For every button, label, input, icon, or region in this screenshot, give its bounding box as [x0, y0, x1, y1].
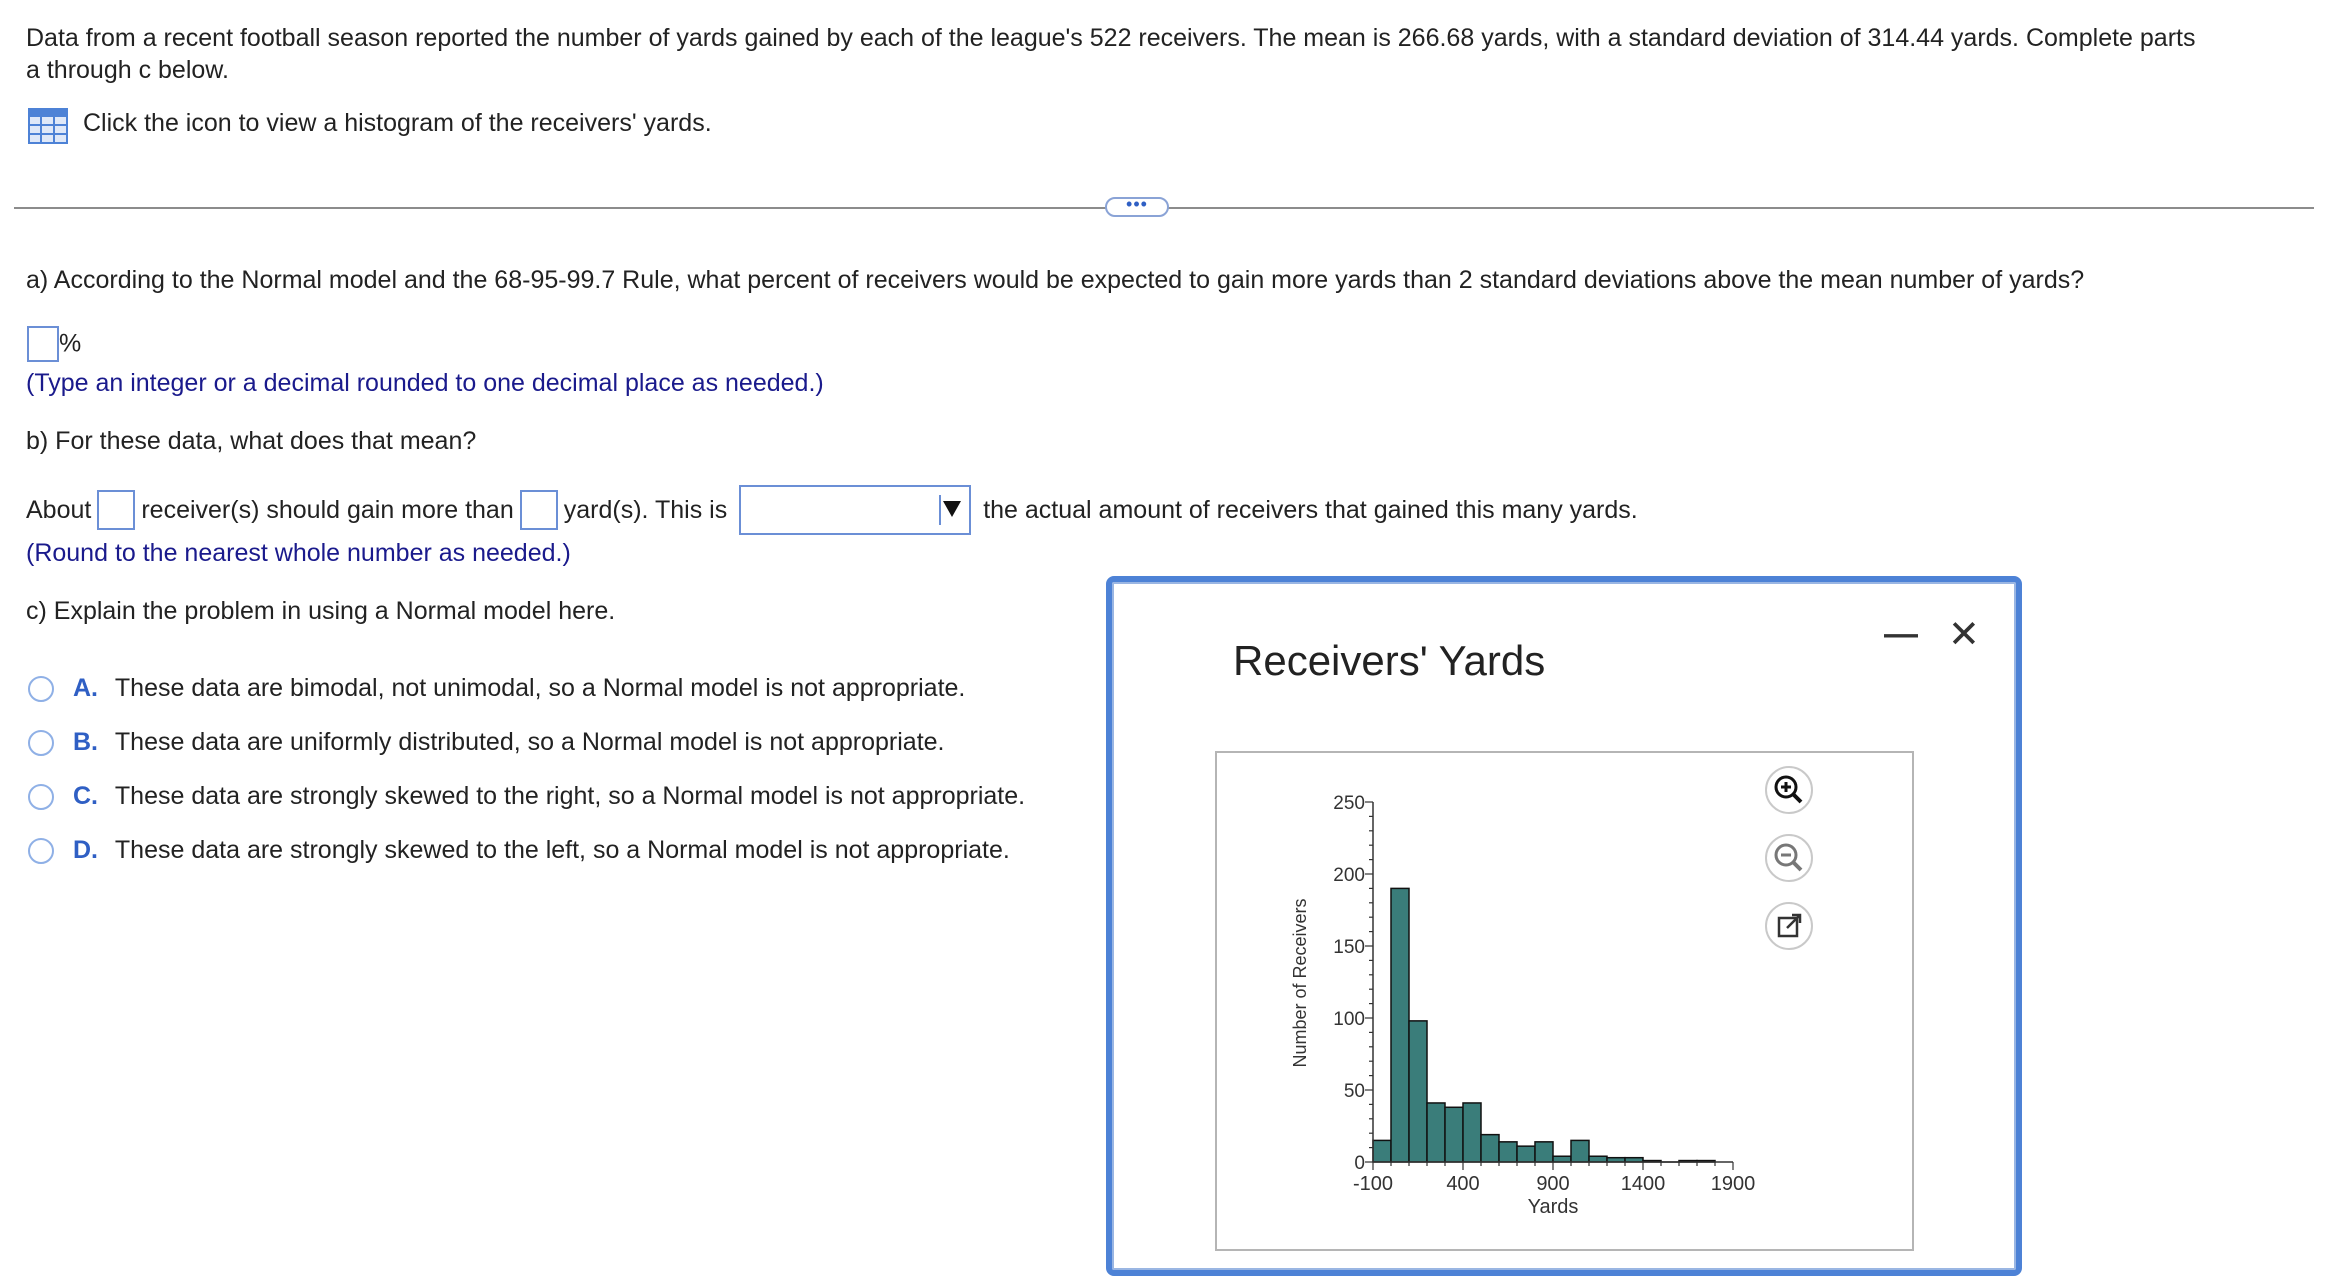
option-d-text: These data are strongly skewed to the left, so a Normal model is not appropriate.: [115, 836, 1010, 864]
option-a-text: These data are bimodal, not unimodal, so a Normal model is not appropriate.: [115, 674, 965, 702]
y-axis-label: Number of Receivers: [1290, 898, 1310, 1067]
histogram-bar: [1409, 1021, 1427, 1162]
histogram-bar: [1553, 1156, 1571, 1162]
y-tick-label: 100: [1333, 1009, 1365, 1030]
x-axis-label: Yards: [1528, 1196, 1579, 1218]
intro-text-line1: Data from a recent football season reported the number of yards gained by each of the league's 522 receivers. The mean is 266.68 yards, with a standard deviation of 314.44 yards. Complete parts: [26, 24, 2195, 53]
close-button[interactable]: [1948, 612, 1980, 657]
histogram-bar: [1445, 1107, 1463, 1162]
x-tick-label: 900: [1536, 1173, 1569, 1195]
option-c-text: These data are strongly skewed to the right, so a Normal model is not appropriate.: [115, 782, 1025, 810]
comparison-dropdown[interactable]: [739, 485, 971, 535]
option-b-letter: B.: [73, 728, 98, 756]
part-b-hint: (Round to the nearest whole number as needed.): [26, 539, 571, 568]
option-a[interactable]: [28, 674, 965, 703]
y-tick-label: 250: [1333, 793, 1365, 814]
receivers-count-input[interactable]: [97, 490, 135, 530]
part-b-question: b) For these data, what does that mean?: [26, 427, 476, 456]
x-tick-label: 1400: [1621, 1173, 1666, 1195]
histogram-bar: [1373, 1140, 1391, 1162]
histogram-bar: [1499, 1142, 1517, 1162]
radio-a[interactable]: [28, 676, 54, 702]
about-label: About: [26, 496, 91, 525]
x-tick-label: 400: [1446, 1173, 1479, 1195]
option-a-letter: A.: [73, 674, 98, 702]
histogram-bar: [1481, 1135, 1499, 1162]
part-c-question: c) Explain the problem in using a Normal model here.: [26, 597, 615, 626]
option-b[interactable]: [28, 728, 944, 757]
histogram-bar: [1571, 1140, 1589, 1162]
histogram-bar: [1517, 1146, 1535, 1162]
radio-d[interactable]: [28, 838, 54, 864]
yards-text: yard(s). This is: [564, 496, 727, 525]
y-tick-label: 0: [1354, 1153, 1365, 1174]
radio-b[interactable]: [28, 730, 54, 756]
x-tick-label: -100: [1353, 1173, 1393, 1195]
histogram-grid-icon[interactable]: [28, 108, 68, 144]
histogram-chart: [1215, 751, 1914, 1227]
option-d-letter: D.: [73, 836, 98, 864]
y-tick-label: 200: [1333, 865, 1365, 886]
percent-unit: %: [59, 330, 81, 358]
after-dropdown-text: the actual amount of receivers that gained this many yards.: [983, 496, 1638, 525]
percent-answer-input[interactable]: [27, 326, 59, 362]
histogram-bar: [1427, 1103, 1445, 1162]
histogram-bar: [1589, 1156, 1607, 1162]
minimize-button[interactable]: [1884, 615, 1918, 654]
dropdown-arrow-icon[interactable]: [939, 495, 965, 525]
part-a-question: a) According to the Normal model and the 68-95-99.7 Rule, what percent of receivers would be expected to gain more yards than 2 standard deviations above the mean number of yards?: [26, 266, 2084, 295]
yards-input[interactable]: [520, 490, 558, 530]
radio-c[interactable]: [28, 784, 54, 810]
x-tick-label: 1900: [1711, 1173, 1756, 1195]
option-c[interactable]: [28, 782, 1025, 811]
popup-title: Receivers' Yards: [1233, 637, 1545, 685]
histogram-bar: [1391, 888, 1409, 1162]
y-tick-label: 150: [1333, 937, 1365, 958]
expand-dots-button[interactable]: [1105, 197, 1169, 217]
dots-text: •••: [1126, 194, 1148, 214]
histogram-bar: [1535, 1142, 1553, 1162]
intro-text-line2: a through c below.: [26, 56, 229, 85]
histogram-bar: [1463, 1103, 1481, 1162]
histogram-link-text[interactable]: Click the icon to view a histogram of the receivers' yards.: [83, 109, 712, 138]
minimize-icon: —: [1884, 615, 1918, 653]
part-a-hint: (Type an integer or a decimal rounded to one decimal place as needed.): [26, 369, 824, 398]
y-tick-label: 50: [1344, 1081, 1365, 1102]
option-c-letter: C.: [73, 782, 98, 810]
close-icon: ✕: [1948, 614, 1980, 656]
receivers-text: receiver(s) should gain more than: [141, 496, 513, 525]
option-b-text: These data are uniformly distributed, so a Normal model is not appropriate.: [115, 728, 945, 756]
option-d[interactable]: [28, 836, 1010, 865]
